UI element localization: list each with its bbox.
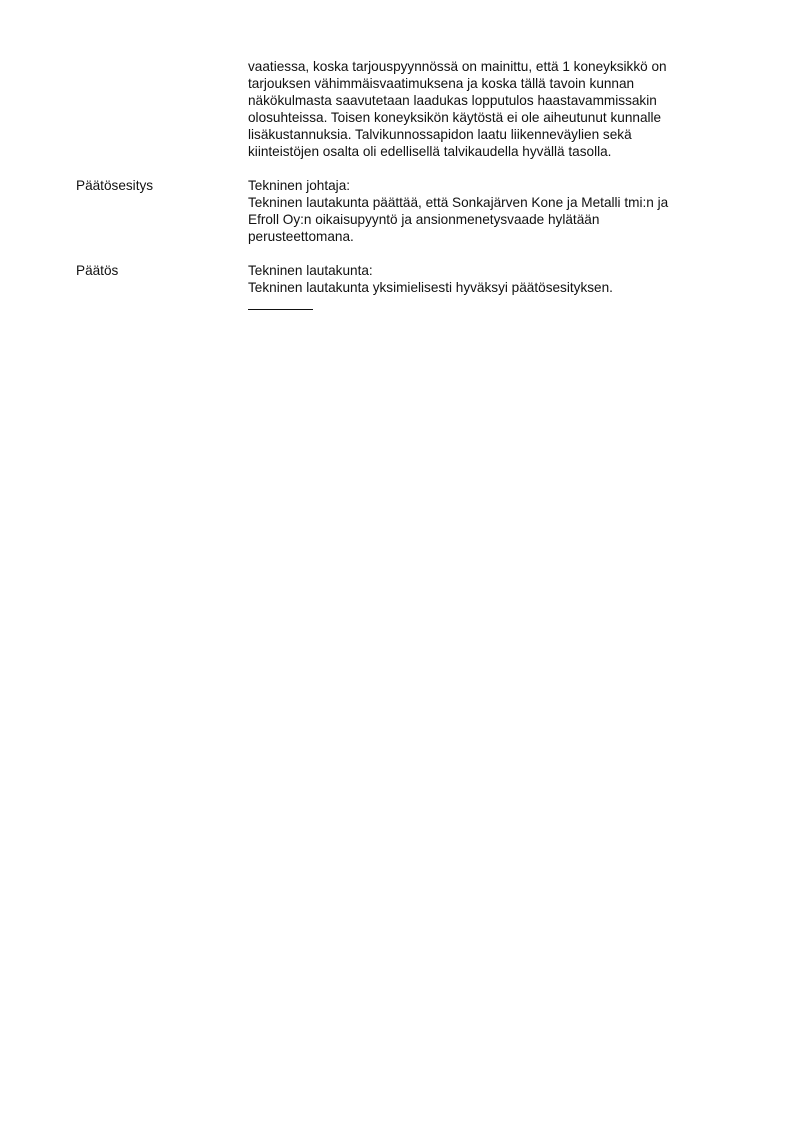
paatosesitys-speaker: Tekninen johtaja: bbox=[248, 178, 351, 193]
paatos-section bbox=[248, 262, 710, 296]
paatos-speaker: Tekninen lautakunta: bbox=[248, 263, 373, 278]
intro-line: olosuhteissa. Toisen koneyksikön käytöstä ei ole aiheutunut kunnalle bbox=[248, 110, 662, 125]
intro-line: tarjouksen vähimmäisvaatimuksena ja koska tällä tavoin kunnan bbox=[248, 76, 635, 91]
paatosesitys-line: Tekninen lautakunta päättää, että Sonkajärven Kone ja Metalli tmi:n ja bbox=[248, 195, 669, 210]
paatos-line: Tekninen lautakunta yksimielisesti hyväksyi päätösesityksen. bbox=[248, 280, 613, 295]
paatosesitys-line: perusteettomana. bbox=[248, 229, 354, 244]
paatosesitys-label: Päätösesitys bbox=[76, 178, 154, 193]
signature-rule bbox=[248, 309, 313, 310]
intro-paragraph bbox=[248, 58, 710, 160]
intro-line: kiinteistöjen osalta oli edellisellä talvikaudella hyvällä tasolla. bbox=[248, 144, 612, 159]
intro-line: lisäkustannuksia. Talvikunnossapidon laatu liikenneväylien sekä bbox=[248, 127, 632, 142]
intro-line: näkökulmasta saavutetaan laadukas lopputulos haastavammissakin bbox=[248, 93, 657, 108]
intro-line: vaatiessa, koska tarjouspyynnössä on mainittu, että 1 koneyksikkö on bbox=[248, 59, 667, 74]
paatosesitys-line: Efroll Oy:n oikaisupyyntö ja ansionmenetysvaade hylätään bbox=[248, 212, 600, 227]
paatosesitys-section bbox=[248, 177, 710, 245]
paatos-label: Päätös bbox=[76, 263, 119, 278]
